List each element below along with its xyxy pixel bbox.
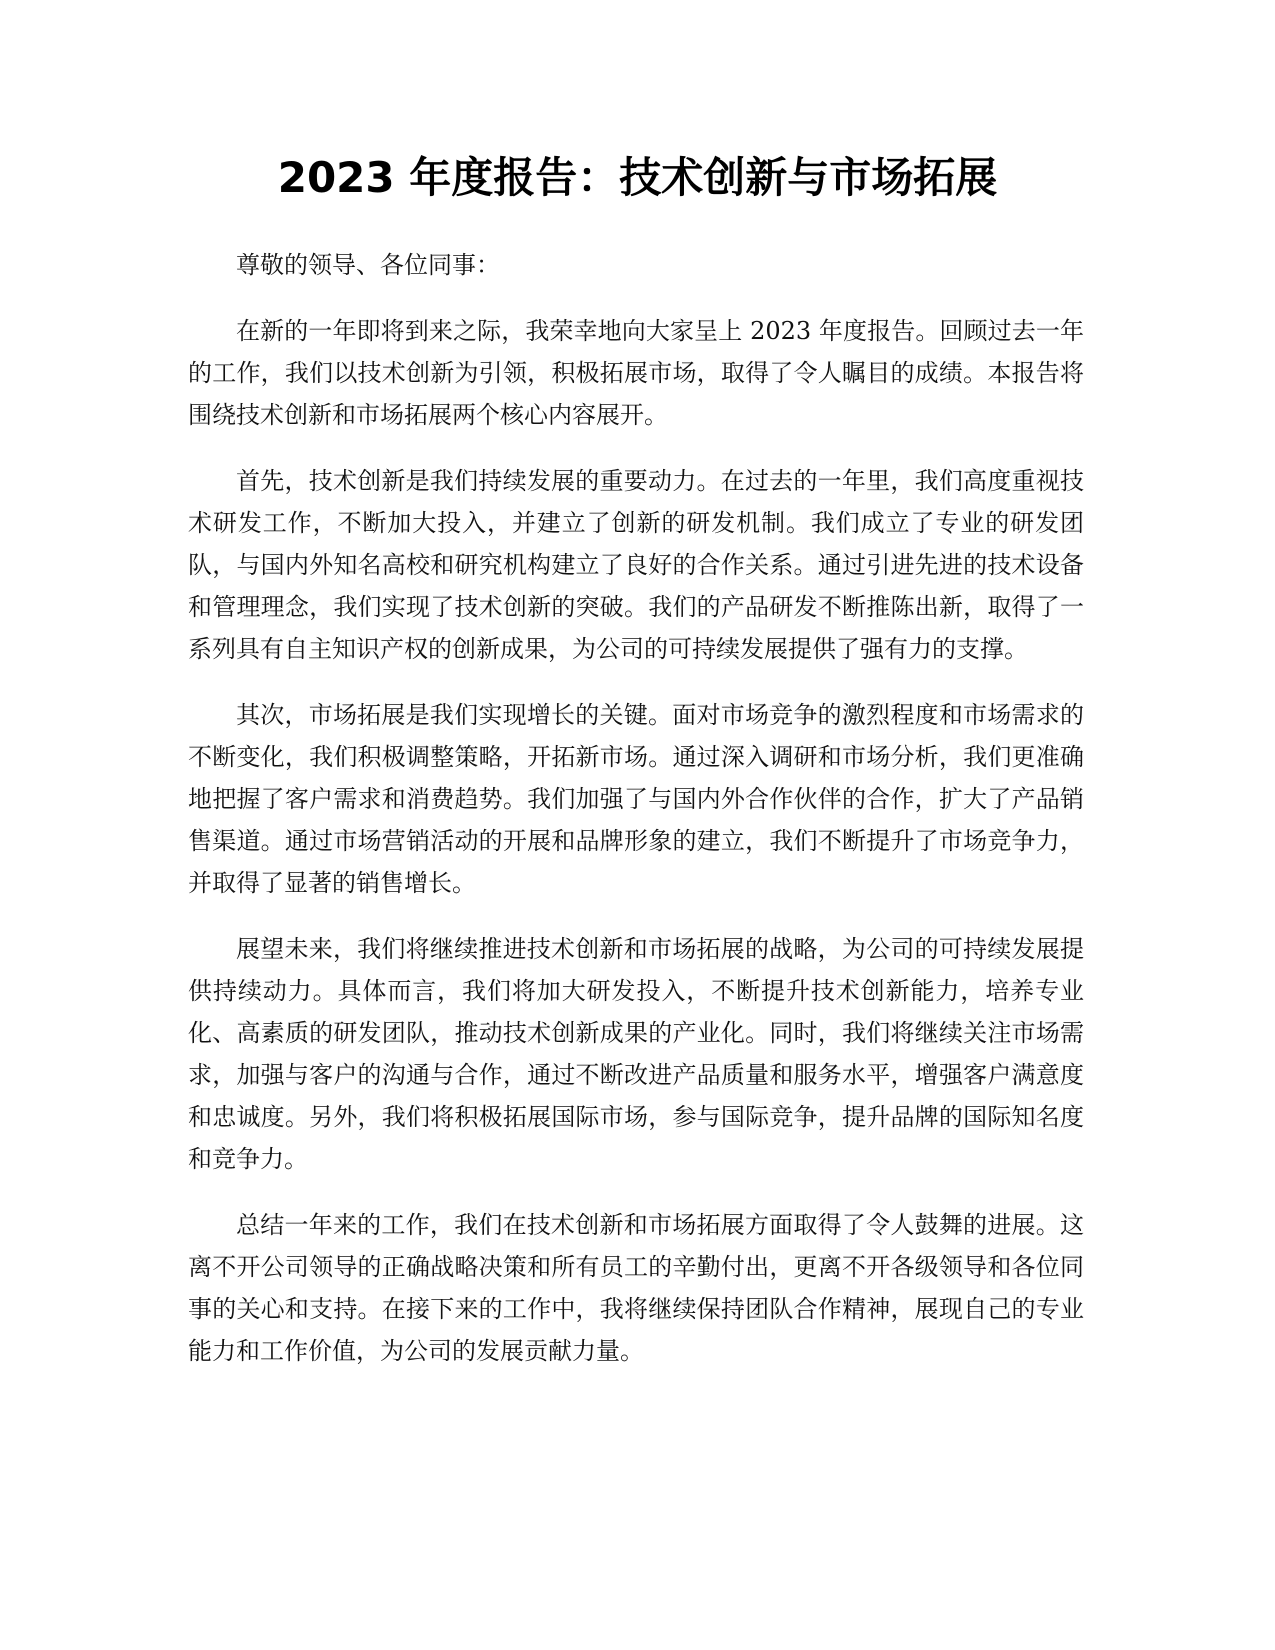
paragraph-market-expansion: 其次，市场拓展是我们实现增长的关键。面对市场竞争的激烈程度和市场需求的不断变化，我们积极调整策略，开拓新市场。通过深入调研和市场分析，我们更准确地把握了客户需求和消费趋势。我们加强了与国内外合作伙伴的合作，扩大了产品销售渠道。通过市场营销活动的开展和品牌形象的建立，我们不断提升了市场竞争力，并取得了显著的销售增长。 <box>188 701 1084 897</box>
paragraph-outlook: 展望未来，我们将继续推进技术创新和市场拓展的战略，为公司的可持续发展提供持续动力。具体而言，我们将加大研发投入，不断提升技术创新能力，培养专业化、高素质的研发团队，推动技术创新成果的产业化。同时，我们将继续关注市场需求，加强与客户的沟通与合作，通过不断改进产品质量和服务水平，增强客户满意度和忠诚度。另外，我们将积极拓展国际市场，参与国际竞争，提升品牌的国际知名度和竞争力。 <box>188 935 1084 1173</box>
paragraph-tech-innovation: 首先，技术创新是我们持续发展的重要动力。在过去的一年里，我们高度重视技术研发工作，不断加大投入，并建立了创新的研发机制。我们成立了专业的研发团队，与国内外知名高校和研究机构建立了良好的合作关系。通过引进先进的技术设备和管理理念，我们实现了技术创新的突破。我们的产品研发不断推陈出新，取得了一系列具有自主知识产权的创新成果，为公司的可持续发展提供了强有力的支撑。 <box>188 467 1084 663</box>
paragraph-summary: 总结一年来的工作，我们在技术创新和市场拓展方面取得了令人鼓舞的进展。这离不开公司领导的正确战略决策和所有员工的辛勤付出，更离不开各级领导和各位同事的关心和支持。在接下来的工作中，我将继续保持团队合作精神，展现自己的专业能力和工作价值，为公司的发展贡献力量。 <box>188 1211 1084 1365</box>
salutation: 尊敬的领导、各位同事： <box>236 251 500 279</box>
page-title: 2023 年度报告：技术创新与市场拓展 <box>277 153 998 202</box>
document-body <box>188 244 1084 1396</box>
paragraph-intro: 在新的一年即将到来之际，我荣幸地向大家呈上 2023 年度报告。回顾过去一年的工作，我们以技术创新为引领，积极拓展市场，取得了令人瞩目的成绩。本报告将围绕技术创新和市场拓展两个核心内容展开。 <box>188 317 1084 429</box>
